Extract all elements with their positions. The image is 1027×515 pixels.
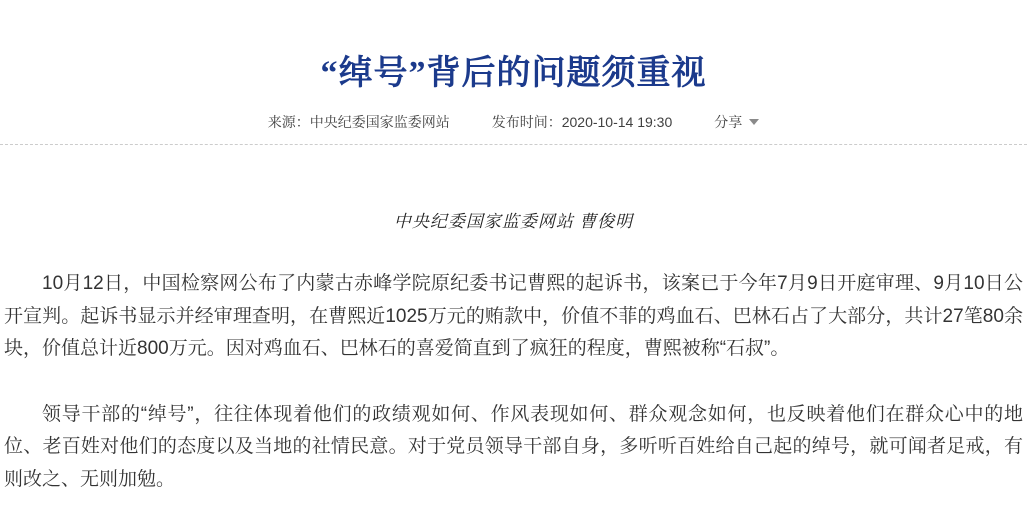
source-field <box>268 112 450 132</box>
article-body <box>0 268 1027 496</box>
source-value: 中央纪委国家监委网站 <box>309 114 450 131</box>
page-title: “绰号”背后的问题须重视 <box>320 55 707 92</box>
publish-time-label: 发布时间： <box>491 114 562 131</box>
dashed-divider <box>0 144 1027 145</box>
publish-time-value: 2020-10-14 19:30 <box>561 114 673 131</box>
source-label: 来源： <box>267 114 310 131</box>
article-paragraph-1: 10月12日，中国检察网公布了内蒙古赤峰学院原纪委书记曹熙的起诉书，该案已于今年7月9日开庭审理、9月10日公开宣判。起诉书显示并经审理查明，在曹熙近1025万元的贿款中，价值不菲的鸡血石、巴林石占了大部分，共计27笔80余块，价值总计近800万元。因对鸡血石、巴林石的喜爱简直到了疯狂的程度，曹熙被称“石叔”。 <box>4 273 1023 360</box>
article-byline: 中央纪委国家监委网站 曹俊明 <box>393 212 634 232</box>
share-button[interactable] <box>714 112 759 132</box>
article-paragraph-2: 领导干部的“绰号”，往往体现着他们的政绩观如何、作风表现如何、群众观念如何，也反映着他们在群众心中的地位、老百姓对他们的态度以及当地的社情民意。对于党员领导干部自身，多听听百姓给自己起的绰号，就可闻者足戒，有则改之、无则加勉。 <box>4 403 1023 490</box>
share-label: 分享 <box>714 114 743 131</box>
chevron-down-icon <box>749 119 759 125</box>
article-meta-row <box>0 112 1027 132</box>
publish-time-field <box>492 112 673 132</box>
